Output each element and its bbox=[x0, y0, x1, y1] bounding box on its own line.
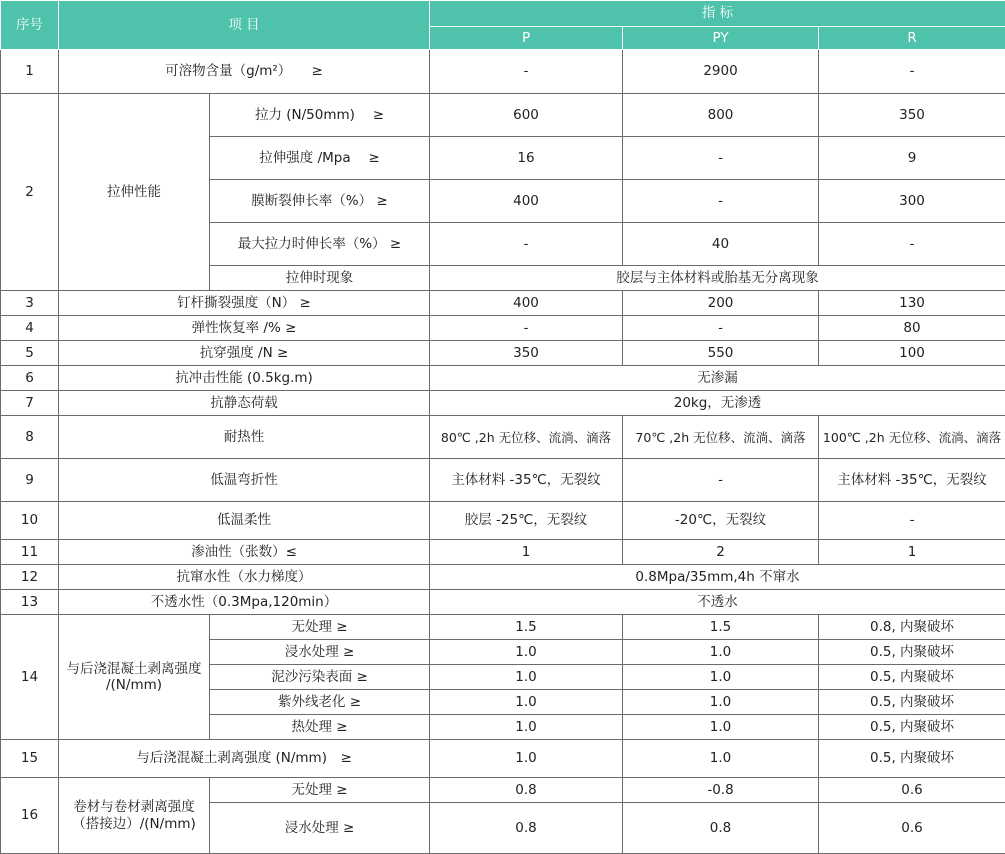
seq-cell: 7 bbox=[1, 391, 59, 416]
header-col-py: PY bbox=[623, 27, 819, 50]
header-item: 项 目 bbox=[59, 1, 430, 50]
sub-item-cell: 拉力 (N/50mm) ≥ bbox=[210, 94, 430, 137]
header-col-r: R bbox=[819, 27, 1005, 50]
value-p: 80℃ ,2h 无位移、流淌、滴落 bbox=[430, 416, 623, 459]
value-py: 2 bbox=[623, 540, 819, 565]
sub-item-cell: 浸水处理 ≥ bbox=[210, 640, 430, 665]
seq-cell: 13 bbox=[1, 590, 59, 615]
value-r: 0.5, 内聚破坏 bbox=[819, 740, 1005, 778]
seq-cell: 16 bbox=[1, 778, 59, 854]
table-row bbox=[1, 778, 1005, 803]
value-r: 0.5, 内聚破坏 bbox=[819, 715, 1005, 740]
value-py: - bbox=[623, 180, 819, 223]
value-p: 1.0 bbox=[430, 740, 623, 778]
seq-cell: 12 bbox=[1, 565, 59, 590]
value-p: 1.0 bbox=[430, 665, 623, 690]
table-row bbox=[1, 740, 1005, 778]
header-col-p: P bbox=[430, 27, 623, 50]
item-cell: 抗窜水性（水力梯度） bbox=[59, 565, 430, 590]
value-r: 0.6 bbox=[819, 778, 1005, 803]
value-p: 0.8 bbox=[430, 778, 623, 803]
item-cell: 抗穿强度 /N ≥ bbox=[59, 341, 430, 366]
value-p: 1 bbox=[430, 540, 623, 565]
value-py: 1.0 bbox=[623, 640, 819, 665]
value-p: - bbox=[430, 50, 623, 94]
value-r: 300 bbox=[819, 180, 1005, 223]
value-r: 0.6 bbox=[819, 803, 1005, 854]
group-cell: 与后浇混凝土剥离强度 /(N/mm) bbox=[59, 615, 210, 740]
value-p: 400 bbox=[430, 291, 623, 316]
value-r: 1 bbox=[819, 540, 1005, 565]
header-indicator: 指 标 bbox=[430, 1, 1005, 27]
value-p: - bbox=[430, 223, 623, 266]
table-row bbox=[1, 540, 1005, 565]
value-r: 0.8, 内聚破坏 bbox=[819, 615, 1005, 640]
value-p: 600 bbox=[430, 94, 623, 137]
table-row bbox=[1, 366, 1005, 391]
sub-item-cell: 无处理 ≥ bbox=[210, 615, 430, 640]
seq-cell: 2 bbox=[1, 94, 59, 291]
value-all: 无渗漏 bbox=[430, 366, 1005, 391]
table-row bbox=[1, 316, 1005, 341]
value-r: 9 bbox=[819, 137, 1005, 180]
item-cell: 与后浇混凝土剥离强度 (N/mm) ≥ bbox=[59, 740, 430, 778]
group-cell: 拉伸性能 bbox=[59, 94, 210, 291]
sub-item-cell: 无处理 ≥ bbox=[210, 778, 430, 803]
value-r: 100 bbox=[819, 341, 1005, 366]
item-cell: 渗油性（张数）≤ bbox=[59, 540, 430, 565]
value-p: 主体材料 -35℃，无裂纹 bbox=[430, 459, 623, 502]
value-py: 550 bbox=[623, 341, 819, 366]
seq-cell: 15 bbox=[1, 740, 59, 778]
table-row bbox=[1, 50, 1005, 94]
table-row bbox=[1, 615, 1005, 640]
seq-cell: 10 bbox=[1, 502, 59, 540]
item-cell: 弹性恢复率 /% ≥ bbox=[59, 316, 430, 341]
value-r: 0.5, 内聚破坏 bbox=[819, 640, 1005, 665]
value-py: 1.5 bbox=[623, 615, 819, 640]
value-r: 130 bbox=[819, 291, 1005, 316]
value-r: - bbox=[819, 502, 1005, 540]
value-r: 0.5, 内聚破坏 bbox=[819, 690, 1005, 715]
table-row bbox=[1, 391, 1005, 416]
header-seq: 序号 bbox=[1, 1, 59, 50]
value-p: - bbox=[430, 316, 623, 341]
sub-item-cell: 最大拉力时伸长率（%） ≥ bbox=[210, 223, 430, 266]
value-all: 20kg，无渗透 bbox=[430, 391, 1005, 416]
sub-item-cell: 拉伸强度 /Mpa ≥ bbox=[210, 137, 430, 180]
value-py: 2900 bbox=[623, 50, 819, 94]
sub-item-cell: 泥沙污染表面 ≥ bbox=[210, 665, 430, 690]
sub-item-cell: 热处理 ≥ bbox=[210, 715, 430, 740]
seq-cell: 8 bbox=[1, 416, 59, 459]
value-r: 350 bbox=[819, 94, 1005, 137]
group-cell: 卷材与卷材剥离强度（搭接边）/(N/mm) bbox=[59, 778, 210, 854]
value-r: 100℃ ,2h 无位移、流淌、滴落 bbox=[819, 416, 1005, 459]
seq-cell: 14 bbox=[1, 615, 59, 740]
table-row bbox=[1, 94, 1005, 137]
value-p: 1.0 bbox=[430, 690, 623, 715]
value-py: 40 bbox=[623, 223, 819, 266]
value-r: - bbox=[819, 223, 1005, 266]
value-all: 胶层与主体材料或胎基无分离现象 bbox=[430, 266, 1005, 291]
value-r: 主体材料 -35℃，无裂纹 bbox=[819, 459, 1005, 502]
seq-cell: 1 bbox=[1, 50, 59, 94]
value-p: 1.0 bbox=[430, 715, 623, 740]
item-cell: 抗静态荷载 bbox=[59, 391, 430, 416]
value-py: 70℃ ,2h 无位移、流淌、滴落 bbox=[623, 416, 819, 459]
value-py: 1.0 bbox=[623, 665, 819, 690]
item-cell: 钉杆撕裂强度（N） ≥ bbox=[59, 291, 430, 316]
item-cell: 耐热性 bbox=[59, 416, 430, 459]
table-row bbox=[1, 341, 1005, 366]
seq-cell: 4 bbox=[1, 316, 59, 341]
item-cell: 低温柔性 bbox=[59, 502, 430, 540]
value-py: - bbox=[623, 137, 819, 180]
value-p: 胶层 -25℃，无裂纹 bbox=[430, 502, 623, 540]
value-py: 0.8 bbox=[623, 803, 819, 854]
table-row bbox=[1, 565, 1005, 590]
table-row bbox=[1, 416, 1005, 459]
value-all: 0.8Mpa/35mm,4h 不窜水 bbox=[430, 565, 1005, 590]
value-p: 0.8 bbox=[430, 803, 623, 854]
value-py: -0.8 bbox=[623, 778, 819, 803]
value-py: - bbox=[623, 459, 819, 502]
value-p: 16 bbox=[430, 137, 623, 180]
sub-item-cell: 拉伸时现象 bbox=[210, 266, 430, 291]
sub-item-cell: 浸水处理 ≥ bbox=[210, 803, 430, 854]
value-r: - bbox=[819, 50, 1005, 94]
value-p: 1.5 bbox=[430, 615, 623, 640]
sub-item-cell: 膜断裂伸长率（%） ≥ bbox=[210, 180, 430, 223]
value-py: 1.0 bbox=[623, 740, 819, 778]
item-cell: 不透水性（0.3Mpa,120min） bbox=[59, 590, 430, 615]
value-p: 400 bbox=[430, 180, 623, 223]
seq-cell: 3 bbox=[1, 291, 59, 316]
value-r: 80 bbox=[819, 316, 1005, 341]
value-py: 200 bbox=[623, 291, 819, 316]
table-row bbox=[1, 590, 1005, 615]
value-p: 350 bbox=[430, 341, 623, 366]
item-cell: 低温弯折性 bbox=[59, 459, 430, 502]
value-p: 1.0 bbox=[430, 640, 623, 665]
seq-cell: 9 bbox=[1, 459, 59, 502]
table-row bbox=[1, 459, 1005, 502]
sub-item-cell: 紫外线老化 ≥ bbox=[210, 690, 430, 715]
value-py: - bbox=[623, 316, 819, 341]
value-py: -20℃，无裂纹 bbox=[623, 502, 819, 540]
item-cell: 抗冲击性能 (0.5kg.m) bbox=[59, 366, 430, 391]
value-py: 1.0 bbox=[623, 690, 819, 715]
seq-cell: 11 bbox=[1, 540, 59, 565]
table-row bbox=[1, 291, 1005, 316]
table-row bbox=[1, 502, 1005, 540]
value-py: 800 bbox=[623, 94, 819, 137]
value-r: 0.5, 内聚破坏 bbox=[819, 665, 1005, 690]
value-all: 不透水 bbox=[430, 590, 1005, 615]
seq-cell: 6 bbox=[1, 366, 59, 391]
value-py: 1.0 bbox=[623, 715, 819, 740]
seq-cell: 5 bbox=[1, 341, 59, 366]
item-cell: 可溶物含量（g/m²） ≥ bbox=[59, 50, 430, 94]
